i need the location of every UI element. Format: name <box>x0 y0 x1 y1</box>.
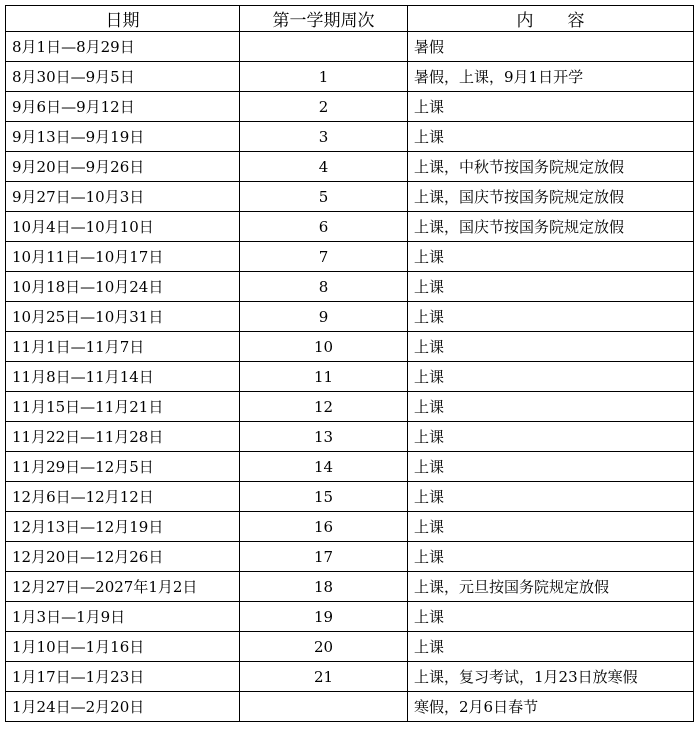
table-row <box>6 542 694 572</box>
date-cell: 8月1日—8月29日 <box>6 32 240 62</box>
table-row <box>6 512 694 542</box>
content-cell: 上课，国庆节按国务院规定放假 <box>408 212 694 242</box>
table-row <box>6 392 694 422</box>
calendar-body <box>6 32 694 722</box>
content-cell: 上课，国庆节按国务院规定放假 <box>408 182 694 212</box>
date-cell: 11月1日—11月7日 <box>6 332 240 362</box>
content-cell: 暑假，上课，9月1日开学 <box>408 62 694 92</box>
date-cell: 1月17日—1月23日 <box>6 662 240 692</box>
content-cell: 上课 <box>408 512 694 542</box>
week-cell: 9 <box>240 302 408 332</box>
content-cell: 寒假，2月6日春节 <box>408 692 694 722</box>
table-row <box>6 302 694 332</box>
content-cell: 上课 <box>408 542 694 572</box>
date-cell: 11月15日—11月21日 <box>6 392 240 422</box>
table-row <box>6 122 694 152</box>
week-cell: 5 <box>240 182 408 212</box>
week-cell: 3 <box>240 122 408 152</box>
week-cell: 13 <box>240 422 408 452</box>
header-content: 内 容 <box>408 6 694 32</box>
content-cell: 上课 <box>408 302 694 332</box>
week-cell: 19 <box>240 602 408 632</box>
content-cell: 上课 <box>408 602 694 632</box>
date-cell: 11月22日—11月28日 <box>6 422 240 452</box>
content-cell: 上课，元旦按国务院规定放假 <box>408 572 694 602</box>
table-row <box>6 212 694 242</box>
table-row <box>6 572 694 602</box>
school-calendar-table <box>5 5 694 722</box>
table-row <box>6 182 694 212</box>
content-cell: 上课 <box>408 242 694 272</box>
date-cell: 12月6日—12月12日 <box>6 482 240 512</box>
table-row <box>6 452 694 482</box>
date-cell: 1月10日—1月16日 <box>6 632 240 662</box>
table-row <box>6 152 694 182</box>
content-cell: 暑假 <box>408 32 694 62</box>
table-row <box>6 632 694 662</box>
content-cell: 上课 <box>408 122 694 152</box>
content-cell: 上课 <box>408 272 694 302</box>
header-row <box>6 6 694 32</box>
date-cell: 9月27日—10月3日 <box>6 182 240 212</box>
week-cell: 18 <box>240 572 408 602</box>
date-cell: 1月3日—1月9日 <box>6 602 240 632</box>
table-row <box>6 272 694 302</box>
date-cell: 10月25日—10月31日 <box>6 302 240 332</box>
header-date: 日期 <box>6 6 240 32</box>
week-cell: 2 <box>240 92 408 122</box>
date-cell: 9月13日—9月19日 <box>6 122 240 152</box>
date-cell: 12月20日—12月26日 <box>6 542 240 572</box>
table-row <box>6 332 694 362</box>
week-cell: 20 <box>240 632 408 662</box>
content-cell: 上课 <box>408 392 694 422</box>
date-cell: 8月30日—9月5日 <box>6 62 240 92</box>
date-cell: 10月11日—10月17日 <box>6 242 240 272</box>
week-cell: 8 <box>240 272 408 302</box>
date-cell: 12月13日—12月19日 <box>6 512 240 542</box>
table-row <box>6 32 694 62</box>
week-cell <box>240 32 408 62</box>
date-cell: 10月4日—10月10日 <box>6 212 240 242</box>
week-cell: 17 <box>240 542 408 572</box>
date-cell: 12月27日—2027年1月2日 <box>6 572 240 602</box>
table-row <box>6 62 694 92</box>
table-row <box>6 92 694 122</box>
week-cell: 12 <box>240 392 408 422</box>
week-cell: 16 <box>240 512 408 542</box>
date-cell: 11月8日—11月14日 <box>6 362 240 392</box>
table-row <box>6 662 694 692</box>
week-cell: 11 <box>240 362 408 392</box>
week-cell: 1 <box>240 62 408 92</box>
week-cell: 15 <box>240 482 408 512</box>
table-row <box>6 242 694 272</box>
table-row <box>6 482 694 512</box>
week-cell <box>240 692 408 722</box>
content-cell: 上课，中秋节按国务院规定放假 <box>408 152 694 182</box>
content-cell: 上课 <box>408 632 694 662</box>
week-cell: 21 <box>240 662 408 692</box>
week-cell: 4 <box>240 152 408 182</box>
week-cell: 14 <box>240 452 408 482</box>
table-row <box>6 692 694 722</box>
content-cell: 上课，复习考试，1月23日放寒假 <box>408 662 694 692</box>
content-cell: 上课 <box>408 482 694 512</box>
date-cell: 1月24日—2月20日 <box>6 692 240 722</box>
content-cell: 上课 <box>408 332 694 362</box>
header-week: 第一学期周次 <box>240 6 408 32</box>
content-cell: 上课 <box>408 92 694 122</box>
content-cell: 上课 <box>408 422 694 452</box>
week-cell: 10 <box>240 332 408 362</box>
week-cell: 7 <box>240 242 408 272</box>
table-row <box>6 362 694 392</box>
date-cell: 9月6日—9月12日 <box>6 92 240 122</box>
content-cell: 上课 <box>408 362 694 392</box>
table-row <box>6 602 694 632</box>
date-cell: 9月20日—9月26日 <box>6 152 240 182</box>
week-cell: 6 <box>240 212 408 242</box>
content-cell: 上课 <box>408 452 694 482</box>
table-row <box>6 422 694 452</box>
date-cell: 10月18日—10月24日 <box>6 272 240 302</box>
date-cell: 11月29日—12月5日 <box>6 452 240 482</box>
